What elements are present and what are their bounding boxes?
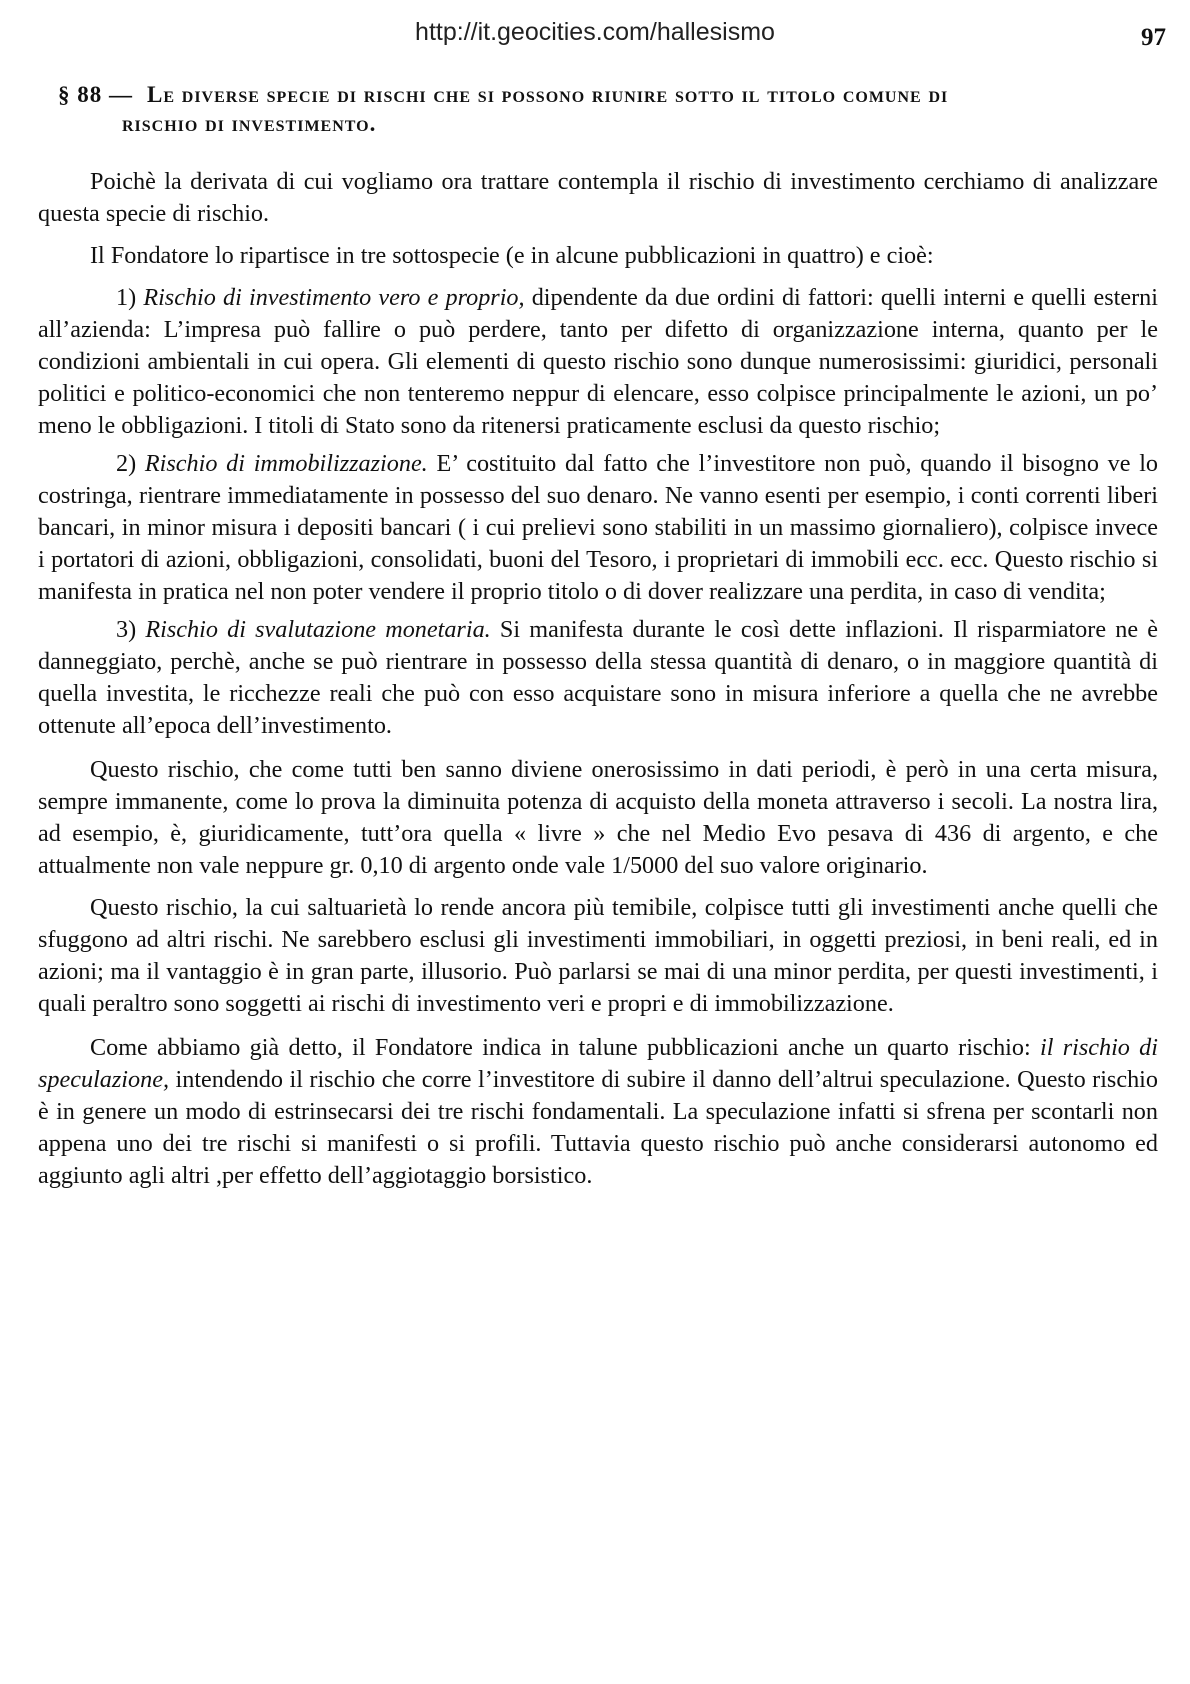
list-item-3-title: Rischio di svalutazione monetaria. [145,616,491,643]
section-title-line2: rischio di investimento. [122,111,377,136]
paragraph-speculation-b: intendendo il rischio che corre l’investitore di subire il danno dell’altrui speculazione. Questo rischio è in genere un modo di estrinsecarsi dei tre rischi fondamentali. La speculazione infatti si sfrena per scontarli non appena uno dei tre rischi si manifesti o si profili. Tuttavia questo rischio può anche considerarsi autonomo ed aggiunto agli altri ,per effetto dell’aggiotaggio borsistico. [38,1066,1158,1189]
list-item-3 [38,614,1158,742]
list-item-2 [38,448,1158,608]
section-title-line1: Le diverse specie di rischi che si possono riunire sotto il titolo comune di [147,82,949,107]
page-number: 97 [1141,24,1166,51]
list-item-2-number: 2) [116,450,137,477]
paragraph-speculation [38,1032,1158,1192]
section-number: § 88 — [58,82,133,107]
section-heading [58,80,1168,138]
list-item-1 [38,282,1158,442]
paragraph-inflation: Questo rischio, che come tutti ben sanno diviene onerosissimo in dati periodi, è però in una certa misura, sempre immanente, come lo prova la diminuita potenza di acquisto della moneta attraverso i secoli. La nostra lira, ad esempio, è, giuridicamente, tutt’ora quella « livre » che nel Medio Evo pesava di 436 di argento, e che attualmente non vale neppure gr. 0,10 di argento onde vale 1/5000 del suo valore originario. [38,756,1158,879]
list-item-1-text: dipendente da due ordini di fattori: quelli interni e quelli esterni all’azienda: L’impresa può fallire o può perdere, tanto per difetto di organizzazione interna, quanto per le condizioni ambientali in cui opera. Gli elementi di questo rischio sono dunque numerosissimi: giuridici, personali politici e politico-economici che non tenteremo neppur di elencare, esso colpisce principalmente le azioni, un po’ meno le obbligazioni. I titoli di Stato sono da ritenersi praticamente esclusi da questo rischio; [38,284,1158,439]
list-item-2-title: Rischio di immobilizzazione. [144,450,428,477]
page-header [0,14,1190,54]
source-url: http://it.geocities.com/hallesismo [415,18,775,46]
paragraph-intro: Poichè la derivata di cui vogliamo ora trattare contempla il rischio di investimento cerchiamo di analizzare questa specie di rischio. [38,168,1158,227]
list-item-1-title: Rischio di investimento vero e proprio, [143,284,525,311]
body-text [38,166,1158,1202]
list-item-3-text: Si manifesta durante le così dette inflazioni. Il risparmiatore ne è danneggiato, perchè, anche se può rientrare in possesso della stessa quantità di denaro, o in maggiore quantità di quella investita, le ricchezze reali che può con esso acquistare sono in misura inferiore a quella che ne avrebbe ottenute all’epoca dell’investimento. [38,616,1159,739]
paragraph-subdivision: Il Fondatore lo ripartisce in tre sottospecie (e in alcune pubblicazioni in quattro) e cioè: [90,242,934,269]
list-item-1-number: 1) [116,284,137,311]
paragraph-saltuarieta: Questo rischio, la cui saltuarietà lo rende ancora più temibile, colpisce tutti gli investimenti anche quelli che sfuggono ad altri rischi. Ne sarebbero esclusi gli investimenti immobiliari, in oggetti preziosi, in beni reali, ed in azioni; ma il vantaggio è in gran parte, illusorio. Può parlarsi se mai di una minor perdita, per questi investimenti, i quali peraltro sono soggetti ai rischi di investimento veri e propri e di immobilizzazione. [38,894,1158,1017]
list-item-2-text: E’ costituito dal fatto che l’investitore non può, quando il bisogno ve lo costringa, rientrare immediatamente in possesso del suo denaro. Ne vanno esenti per esempio, i conti correnti liberi bancari, in minor misura i depositi bancari ( i cui prelievi sono stabiliti in un massimo giornaliero), colpisce invece i portatori di azioni, obbligazioni, consolidati, buoni del Tesoro, i proprietari di immobili ecc. ecc. Questo rischio si manifesta in pratica nel non poter vendere il proprio titolo o di dover realizzare una perdita, in caso di vendita; [38,450,1159,605]
paragraph-speculation-title: il rischio di speculazione, [38,1034,1158,1093]
list-item-3-number: 3) [116,616,137,643]
paragraph-speculation-a: Come abbiamo già detto, il Fondatore indica in talune pubblicazioni anche un quarto rischio: [90,1034,1040,1061]
